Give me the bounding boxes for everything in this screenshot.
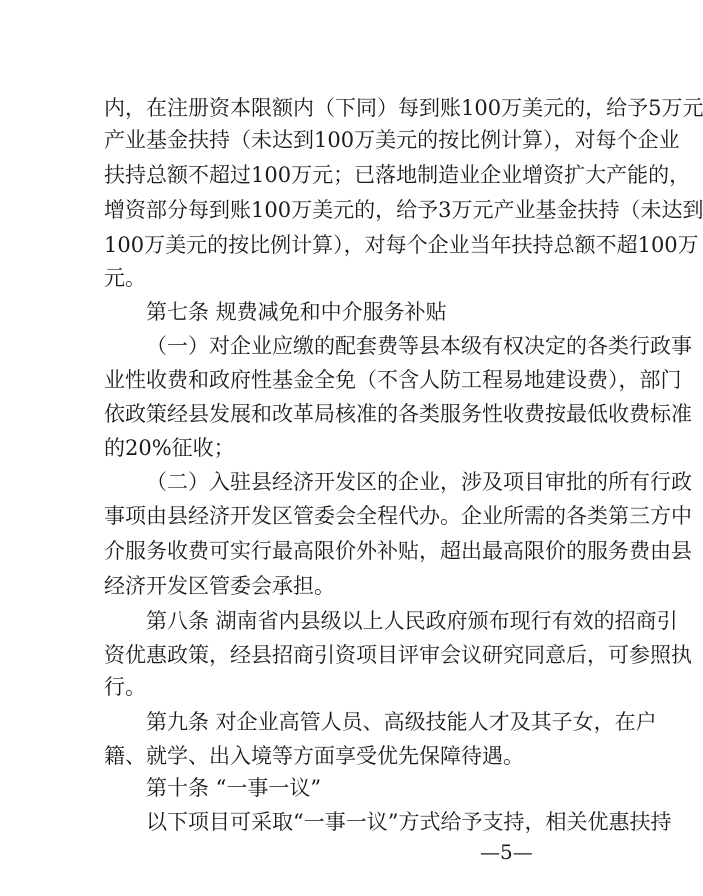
text-line: 扶持总额不超过100万元；已落地制造业企业增资扩大产能的， (104, 163, 691, 187)
text-line: 100万美元的按比例计算），对每个企业当年扶持总额不超100万 (104, 233, 699, 257)
text-line: （二）入驻县经济开发区的企业，涉及项目审批的所有行政 (146, 470, 692, 494)
text-line: 内，在注册资本限额内（下同）每到账100万美元的，给予5万元 (104, 96, 703, 120)
text-line: 的20%征收； (104, 436, 235, 460)
text-line: 行。 (104, 675, 146, 699)
text-line: 以下项目可采取“一事一议”方式给予支持，相关优惠扶持 (146, 810, 672, 834)
article-heading: 第七条 规费减免和中介服务补贴 (146, 300, 447, 324)
text-line: 元。 (104, 266, 146, 290)
text-line: 增资部分每到账100万美元的，给予3万元产业基金扶持（未达到 (104, 198, 703, 222)
page-number: —5— (480, 840, 533, 864)
text-line: 产业基金扶持（未达到100万美元的按比例计算），对每个企业 (104, 128, 680, 152)
text-line: 第九条 对企业高管人员、高级技能人才及其子女，在户 (146, 710, 657, 734)
text-line: 依政策经县发展和改革局核准的各类服务性收费按最低收费标准 (104, 402, 692, 426)
text-line: 经济开发区管委会承担。 (104, 574, 335, 598)
article-heading: 第十条 “一事一议” (146, 776, 322, 800)
text-line: 第八条 湖南省内县级以上人民政府颁布现行有效的招商引 (146, 609, 678, 633)
text-line: 资优惠政策，经县招商引资项目评审会议研究同意后，可参照执 (104, 643, 692, 667)
text-line: 业性收费和政府性基金全免（不含人防工程易地建设费），部门 (104, 368, 682, 392)
text-line: 事项由县经济开发区管委会全程代办。企业所需的各类第三方中 (104, 504, 692, 528)
text-line: （一）对企业应缴的配套费等县本级有权决定的各类行政事 (146, 334, 692, 358)
text-line: 介服务收费可实行最高限价外补贴，超出最高限价的服务费由县 (104, 539, 692, 563)
text-line: 籍、就学、出入境等方面享受优先保障待遇。 (104, 744, 524, 768)
